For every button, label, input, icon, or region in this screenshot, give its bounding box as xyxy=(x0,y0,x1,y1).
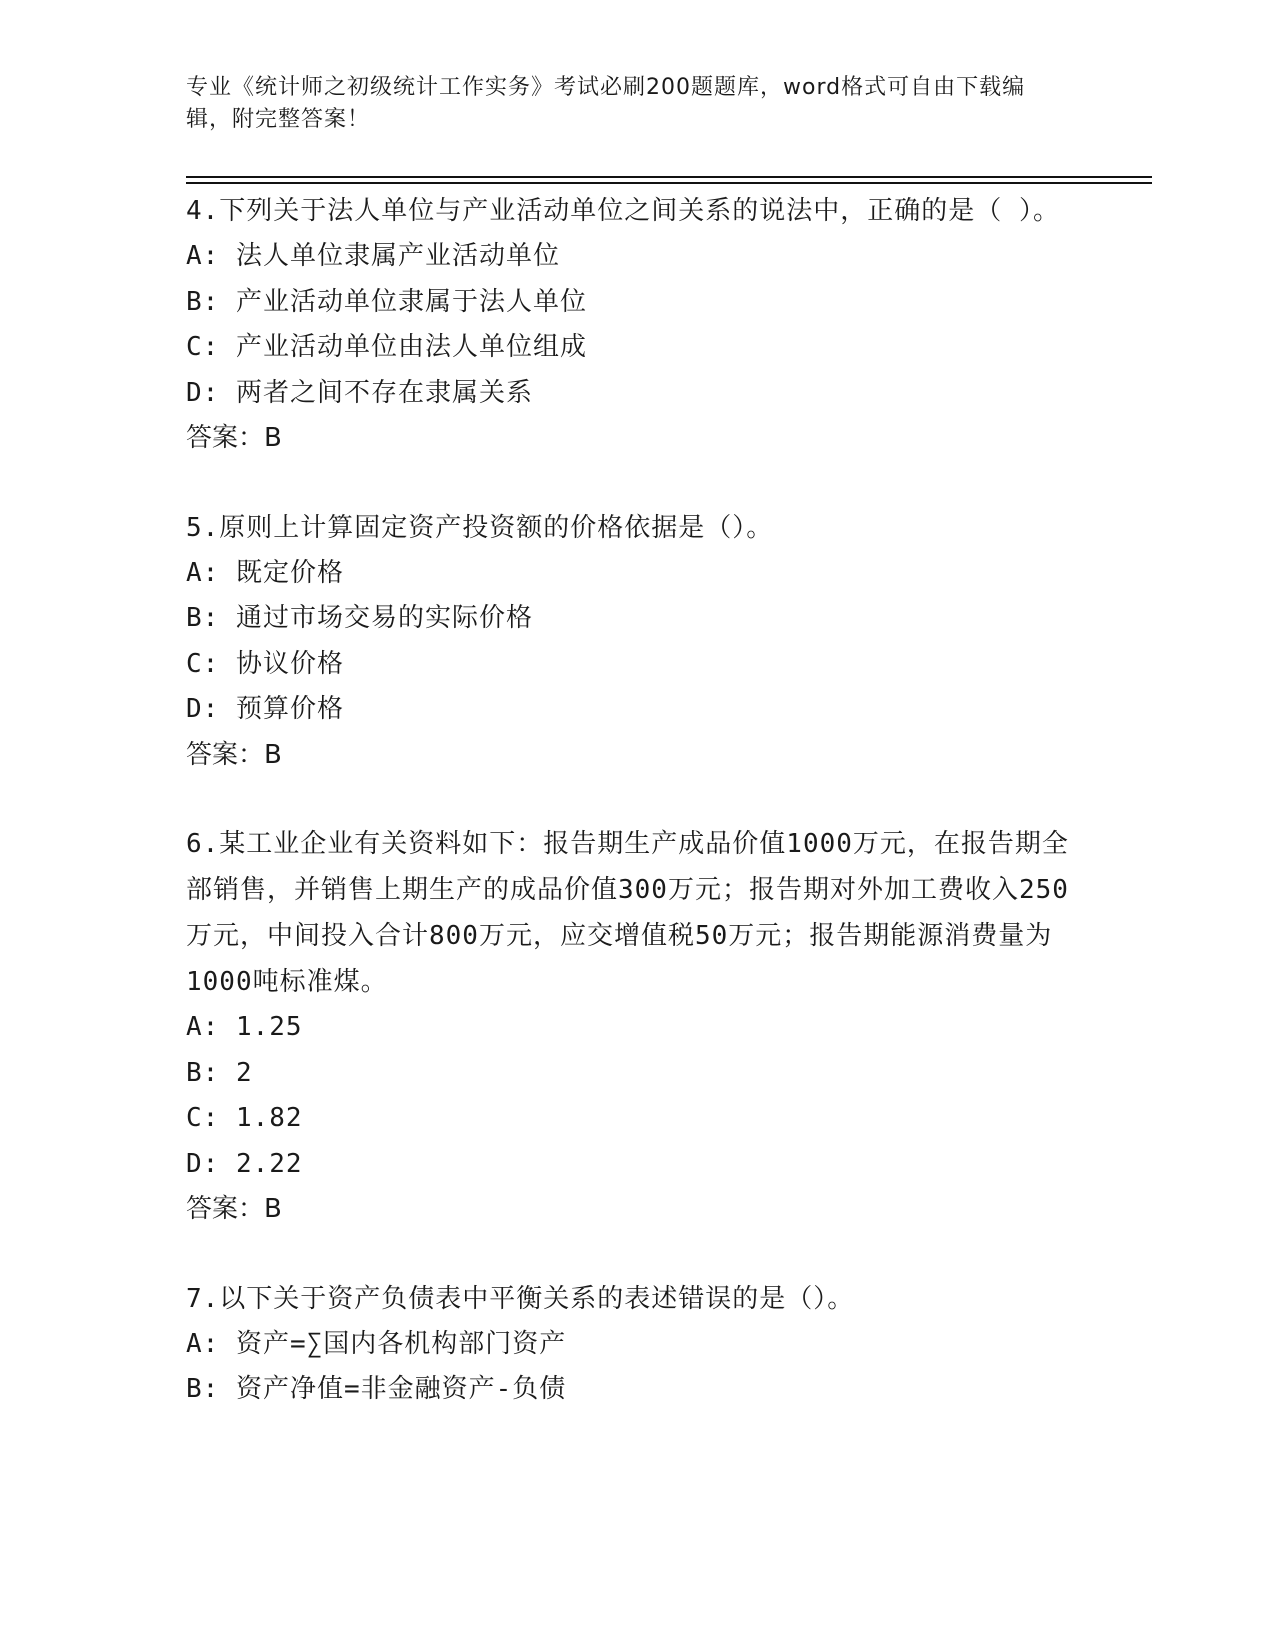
header-divider-bottom xyxy=(186,182,1152,184)
question-7 xyxy=(186,1276,1086,1413)
option-b: B: 产业活动单位隶属于法人单位 xyxy=(186,286,587,317)
option-c: C: 1.82 xyxy=(186,1103,303,1133)
option-d: D: 2.22 xyxy=(186,1148,303,1179)
option-b: B: 资产净值=非金融资产-负债 xyxy=(186,1374,567,1404)
question-stem: 4.下列关于法人单位与产业活动单位之间关系的说法中，正确的是（ ）。 xyxy=(186,196,1060,226)
answer-line: 答案：B xyxy=(186,739,282,770)
option-d: D: 两者之间不存在隶属关系 xyxy=(186,377,533,408)
option-c: C: 产业活动单位由法人单位组成 xyxy=(186,332,587,362)
question-stem: 6.某工业企业有关资料如下：报告期生产成品价值1000万元，在报告期全部销售，并销售上期生产的成品价值300万元；报告期对外加工费收入250万元，中间投入合计800万元，应交增值税50万元；报告期能源消费量为1000吨标准煤。 xyxy=(186,829,1069,997)
answer-line: 答案：B xyxy=(186,423,282,453)
question-6 xyxy=(186,821,1086,1233)
header-divider-top xyxy=(186,176,1152,178)
document-header: 专业《统计师之初级统计工作实务》考试必刷200题题库，word格式可自由下载编辑，附完整答案！ xyxy=(186,75,1026,132)
question-4 xyxy=(186,188,1086,462)
question-5 xyxy=(186,505,1086,779)
option-c: C: 协议价格 xyxy=(186,648,344,679)
option-b: B: 通过市场交易的实际价格 xyxy=(186,603,533,633)
option-b: B: 2 xyxy=(186,1057,253,1088)
question-stem: 5.原则上计算固定资产投资额的价格依据是（）。 xyxy=(186,512,774,543)
option-d: D: 预算价格 xyxy=(186,694,344,724)
option-a: A: 资产=∑国内各机构部门资产 xyxy=(186,1328,567,1359)
option-a: A: 既定价格 xyxy=(186,557,344,588)
question-list xyxy=(186,188,1086,1413)
question-stem: 7.以下关于资产负债表中平衡关系的表述错误的是（）。 xyxy=(186,1283,855,1314)
option-a: A: 1.25 xyxy=(186,1012,303,1042)
answer-line: 答案：B xyxy=(186,1194,282,1224)
option-a: A: 法人单位隶属产业活动单位 xyxy=(186,241,560,271)
